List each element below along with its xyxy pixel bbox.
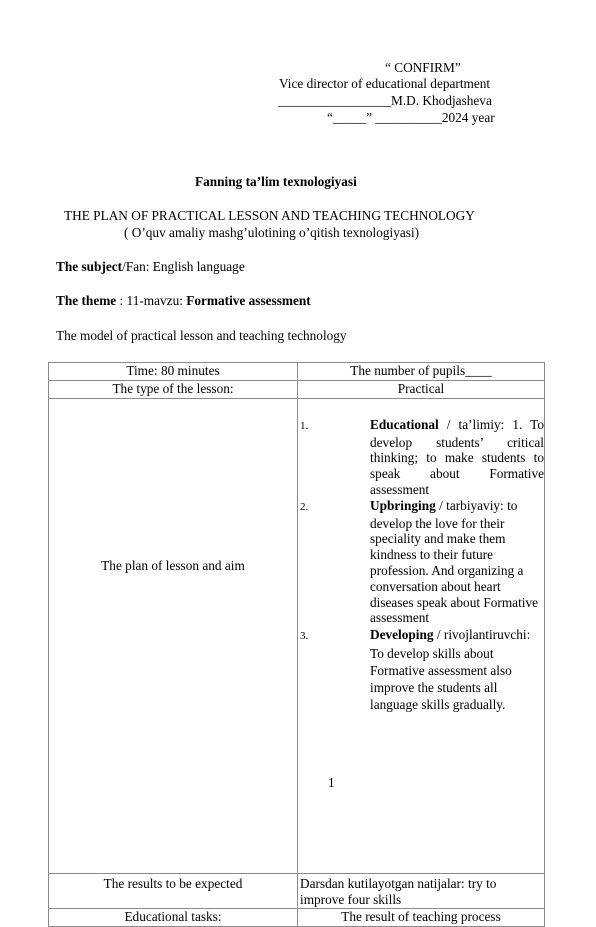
results-value: Darsdan kutilayotgan natijalar: try to improve four skills xyxy=(298,874,545,909)
table-row xyxy=(49,381,545,399)
results-label: The results to be expected xyxy=(49,874,298,909)
table-row xyxy=(49,399,545,874)
subject-value: /Fan: English language xyxy=(122,259,245,274)
theme-label: The theme xyxy=(56,293,117,308)
educational-tasks-label: Educational tasks: xyxy=(49,909,298,927)
teaching-result-label: The result of teaching process xyxy=(298,909,545,927)
table-row xyxy=(49,874,545,909)
subject-title: Fanning ta’lim texnologiyasi xyxy=(195,174,357,189)
confirm-signature: _________________M.D. Khodjasheva xyxy=(278,93,492,108)
pupils-cell: The number of pupils____ xyxy=(298,363,545,381)
confirm-title: “ CONFIRM” xyxy=(385,60,461,75)
plan-aim-label: The plan of lesson and aim xyxy=(49,399,298,874)
theme-line xyxy=(56,293,311,309)
table-row xyxy=(49,909,545,927)
confirm-date: “_____” __________2024 year xyxy=(327,110,495,125)
theme-middle: : 11-mavzu: xyxy=(116,293,187,308)
table-row xyxy=(49,363,545,381)
subject-line xyxy=(56,259,245,275)
confirm-position: Vice director of educational department xyxy=(279,76,491,91)
plan-title: THE PLAN OF PRACTICAL LESSON AND TEACHING TECHNOLOGY xyxy=(64,208,475,223)
lesson-type-value: Practical xyxy=(298,381,545,399)
model-text: The model of practical lesson and teaching technology xyxy=(56,328,347,343)
list-item: 1. Educational / ta’limiy: 1. To develop students’ critical thinking; to make students to speak about Formative assessment xyxy=(300,416,545,497)
list-item: 2. Upbringing / tarbiyaviy: to develop the love for their speciality and make them kindness to their future profession. And organizing a conversation about heart diseases speak about Formative assessment xyxy=(300,497,539,626)
page-number: 1 xyxy=(328,775,335,790)
lesson-plan-table xyxy=(48,362,545,927)
aim-list xyxy=(300,417,544,713)
plan-aim-content xyxy=(298,399,545,874)
list-item: 3. Developing / rivojlantiruvchi: To develop skills about Formative assessment also improve the students all language skills gradually. xyxy=(300,627,531,713)
lesson-type-label: The type of the lesson: xyxy=(49,381,298,399)
theme-value: Formative assessment xyxy=(186,293,311,308)
list-item xyxy=(300,401,544,417)
plan-subtitle: ( O’quv amaliy mashg’ulotining o’qitish texnologiyasi) xyxy=(124,225,420,240)
subject-label: The subject xyxy=(56,259,123,274)
time-cell: Time: 80 minutes xyxy=(49,363,298,381)
